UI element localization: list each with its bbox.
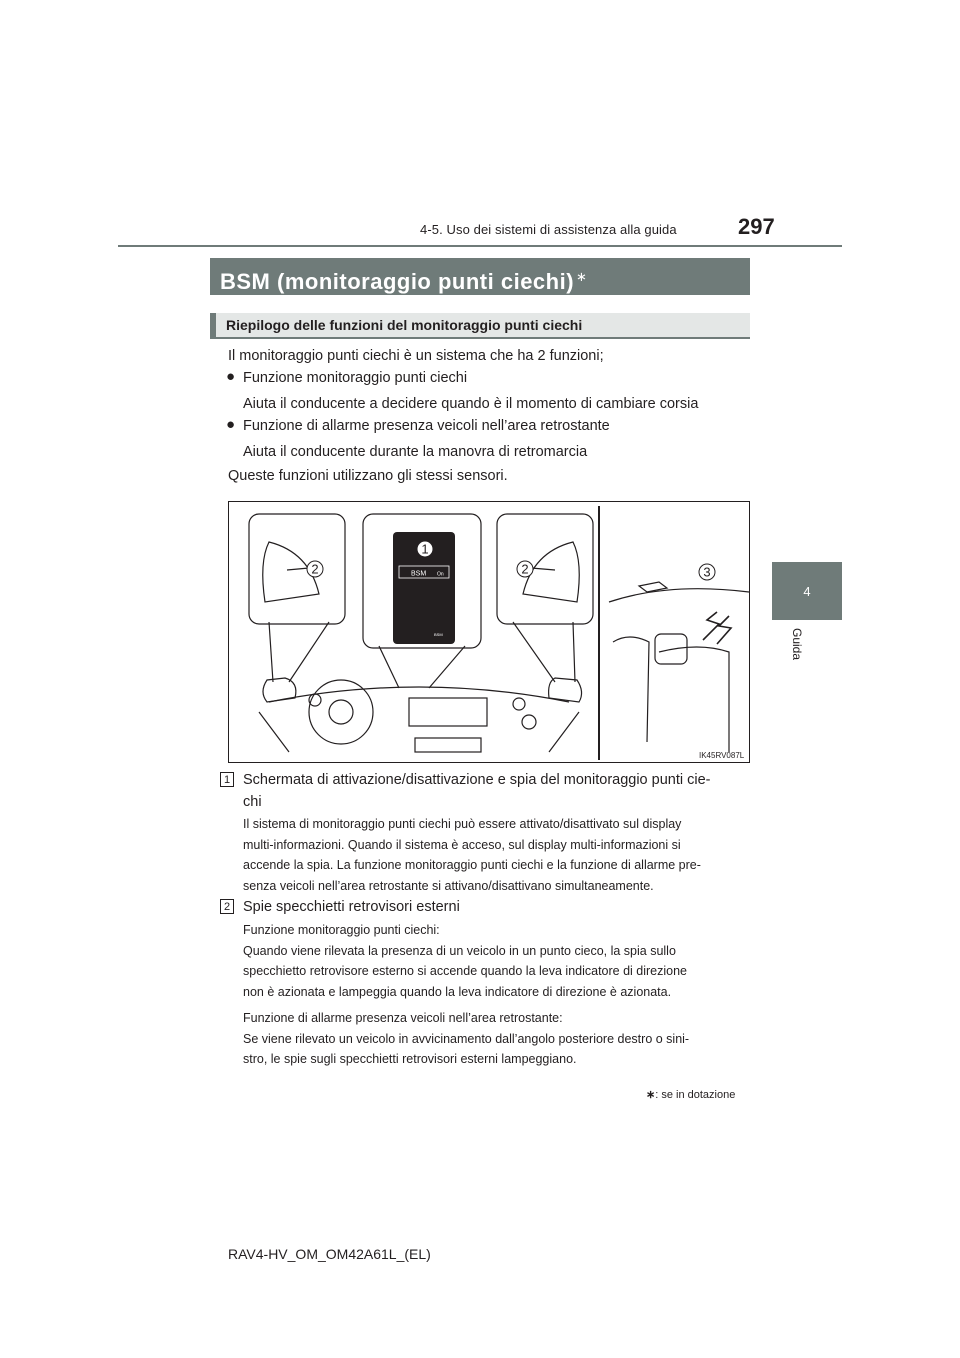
subsection-title: Riepilogo delle funzioni del monitoraggio punti ciechi bbox=[210, 313, 750, 339]
document-code: RAV4-HV_OM_OM42A61L_(EL) bbox=[228, 1246, 431, 1262]
text-line: stro, le spie sugli specchietti retrovisori esterni lampeggiano. bbox=[243, 1052, 577, 1066]
bsm-illustration bbox=[228, 501, 750, 763]
text-line: multi-informazioni. Quando il sistema è acceso, sul display multi-informazioni si bbox=[243, 837, 681, 852]
bsm-illustration-drawing bbox=[229, 502, 750, 763]
text-line: specchietto retrovisore esterno si accende quando la leva indicatore di direzione bbox=[243, 964, 688, 978]
warning-signal-icon bbox=[703, 612, 731, 644]
figure-code: IK45RV087L bbox=[699, 751, 745, 760]
screen-indicator: BSM bbox=[434, 632, 443, 637]
item-2-paragraph-2 bbox=[243, 1008, 750, 1070]
footnote-text: : se in dotazione bbox=[655, 1089, 736, 1101]
callout-3-label: 3 bbox=[703, 564, 711, 580]
item-1-number: 1 bbox=[220, 772, 234, 787]
chapter-label: Guida bbox=[790, 628, 804, 661]
item-1-title-line1: Schermata di attivazione/disattivazione e spia del monitoraggio punti cie- bbox=[243, 772, 711, 788]
text-line: Quando viene rilevata la presenza di un veicolo in un punto cieco, la spia sullo bbox=[243, 943, 676, 958]
footnote-mark: ∗ bbox=[646, 1089, 656, 1101]
section-title bbox=[210, 258, 750, 295]
right-mirror-small bbox=[549, 678, 582, 702]
bullet-icon: ● bbox=[226, 416, 236, 433]
function-2-desc: Aiuta il conducente durante la manovra di retromarcia bbox=[243, 444, 588, 460]
text-line: Il sistema di monitoraggio punti ciechi può essere attivato/disattivato sul display bbox=[243, 817, 682, 831]
callout-1-label: 1 bbox=[421, 541, 429, 557]
function-1-name: Funzione monitoraggio punti ciechi bbox=[243, 370, 468, 386]
rear-seat-outline bbox=[613, 637, 729, 752]
screen-label: BSM bbox=[411, 570, 427, 578]
text-line: Funzione di allarme presenza veicoli nell’area retrostante: bbox=[243, 1011, 563, 1025]
item-2-paragraph-1 bbox=[243, 920, 750, 1002]
header-rule bbox=[118, 245, 842, 247]
function-1-desc: Aiuta il conducente a decidere quando è il momento di cambiare corsia bbox=[243, 396, 699, 412]
screen-callout-pointer bbox=[379, 646, 465, 688]
chapter-number: 4 bbox=[803, 583, 811, 599]
rear-window-line bbox=[609, 589, 749, 602]
center-console bbox=[409, 698, 487, 726]
screen-status: On bbox=[437, 571, 444, 578]
item-1-title-line2: chi bbox=[243, 794, 262, 810]
text-line: Se viene rilevato un veicolo in avvicinamento dall’angolo posteriore destro o sini- bbox=[243, 1031, 690, 1046]
intro-text: Il monitoraggio punti ciechi è un sistema che ha 2 funzioni; bbox=[228, 348, 604, 364]
callout-2-left-label: 2 bbox=[311, 561, 319, 577]
footnote bbox=[646, 1088, 735, 1101]
callout-2-right-label: 2 bbox=[521, 561, 529, 577]
text-line: senza veicoli nell’area retrostante si attivano/disattivano simultaneamente. bbox=[243, 878, 654, 893]
text-line: accende la spia. La funzione monitoraggio punti ciechi e la funzione di allarme pre- bbox=[243, 858, 701, 872]
steering-wheel bbox=[309, 680, 373, 744]
right-callout-pointer bbox=[513, 622, 575, 682]
bullet-icon: ● bbox=[226, 368, 236, 385]
item-1-paragraph bbox=[243, 814, 750, 896]
left-callout-pointer bbox=[269, 622, 329, 682]
item-2-title: Spie specchietti retrovisori esterni bbox=[243, 899, 460, 915]
item-2-number: 2 bbox=[220, 899, 234, 914]
text-line: Funzione monitoraggio punti ciechi: bbox=[243, 923, 440, 937]
text-line: non è azionata e lampeggia quando la leva indicatore di direzione è azionata. bbox=[243, 984, 672, 999]
function-2-name: Funzione di allarme presenza veicoli nell’area retrostante bbox=[243, 418, 610, 434]
page-number: 297 bbox=[738, 214, 775, 239]
chapter-tab bbox=[772, 562, 842, 620]
sensors-note: Queste funzioni utilizzano gli stessi sensori. bbox=[228, 468, 508, 484]
header-section-title: 4-5. Uso dei sistemi di assistenza alla guida bbox=[420, 222, 677, 237]
section-title-text: BSM (monitoraggio punti ciechi) bbox=[220, 269, 575, 294]
footnote-mark: ∗ bbox=[576, 269, 588, 284]
